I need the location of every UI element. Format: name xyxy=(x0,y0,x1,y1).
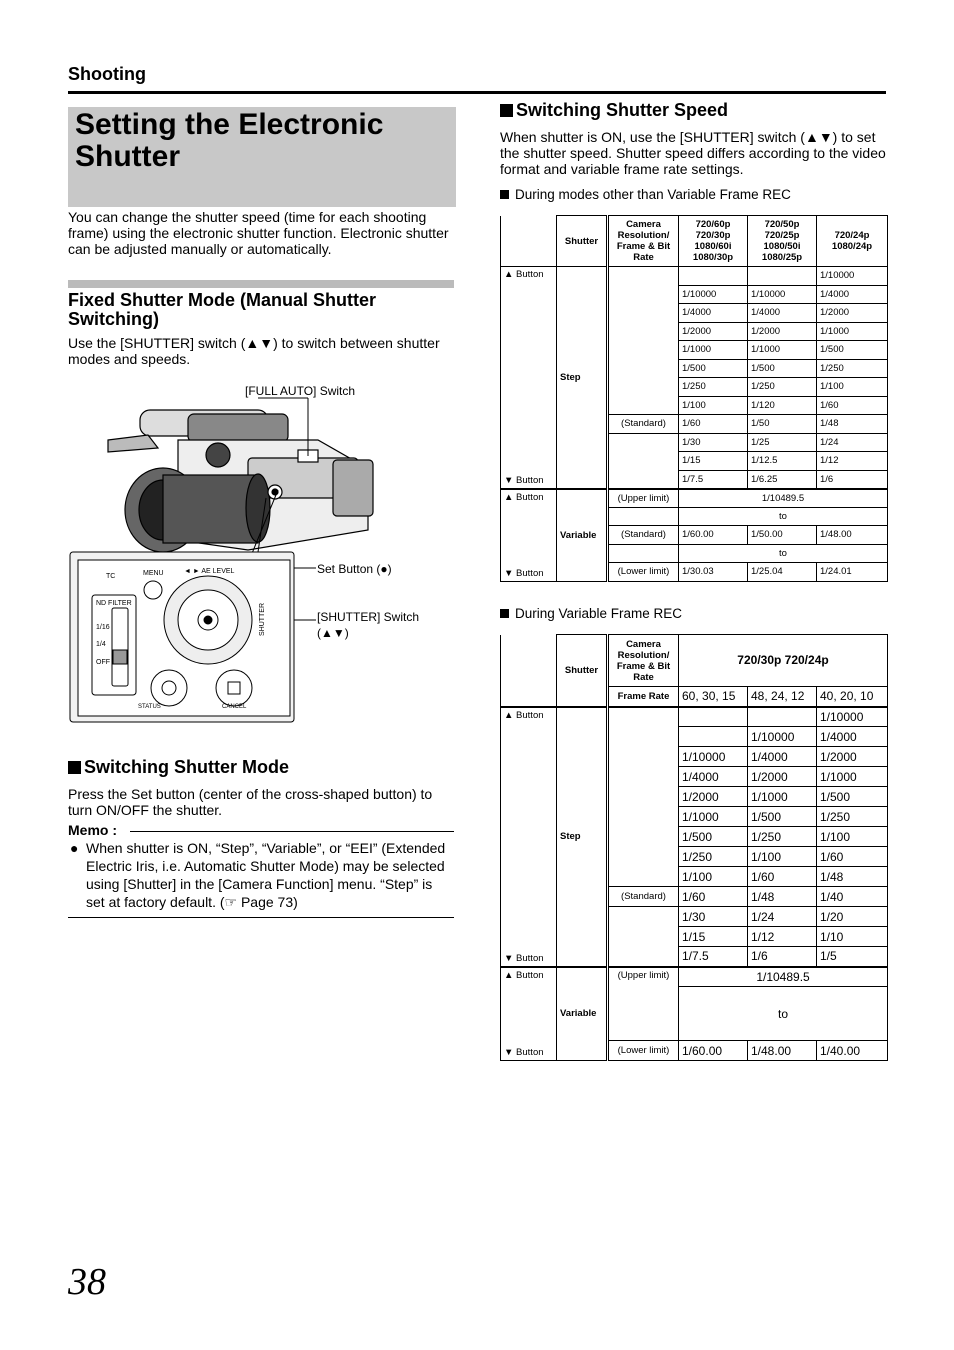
table-header: Camera Resolution/ Frame & Bit Rate xyxy=(608,635,679,687)
camera-illustration xyxy=(68,380,458,725)
table-cell: 1/24.01 xyxy=(817,563,888,582)
table-header: Shutter xyxy=(557,635,608,707)
table-cell: 1/7.5 xyxy=(679,947,748,967)
table-cell: 1/60 xyxy=(748,867,817,887)
callout-full-auto: [FULL AUTO] Switch xyxy=(245,384,356,398)
table1-caption: During modes other than Variable Frame REC xyxy=(500,187,791,202)
table-cell xyxy=(679,707,748,727)
table-cell xyxy=(608,507,679,526)
table-cell: 1/60 xyxy=(679,887,748,907)
table-cell: 1/250 xyxy=(817,359,888,378)
table-cell: 1/250 xyxy=(679,847,748,867)
table-cell: 1/10000 xyxy=(748,285,817,304)
section-label: Shooting xyxy=(68,64,146,84)
table-cell: 1/10489.5 xyxy=(679,967,888,987)
table-cell: 1/500 xyxy=(748,359,817,378)
table-cell xyxy=(501,216,557,267)
table-cell: 1/1000 xyxy=(748,341,817,360)
table-cell: to xyxy=(679,507,888,526)
page-number: 38 xyxy=(68,1261,106,1303)
table-cell: to xyxy=(679,544,888,563)
variable-frame-table xyxy=(500,634,888,1061)
table-cell: 1/30 xyxy=(679,907,748,927)
table-cell: 60, 30, 15 xyxy=(679,687,748,707)
table-row xyxy=(501,707,888,727)
intro-paragraph: You can change the shutter speed (time for each shooting frame) using the electronic shutter function. Electronic shutter can be adjusted manually or automatically. xyxy=(68,209,449,257)
panel-nd-off: OFF xyxy=(96,659,110,666)
memo-rule xyxy=(130,831,454,832)
table-cell: 1/250 xyxy=(817,807,888,827)
table-cell: 1/500 xyxy=(679,827,748,847)
table-cell: 1/6 xyxy=(817,470,888,489)
bullet-icon: ● xyxy=(70,840,79,856)
table-cell: 1/10 xyxy=(817,927,888,947)
lower-limit-label: (Lower limit) xyxy=(608,1041,679,1061)
table-cell: 1/1000 xyxy=(817,767,888,787)
switch-speed-text: When shutter is ON, use the [SHUTTER] switch (▲▼) to set the shutter speed. Shutter speed differs according to the video format and variable frame rate settings. xyxy=(500,129,886,177)
table-cell: 1/60.00 xyxy=(679,1041,748,1061)
table-cell: 1/50.00 xyxy=(748,526,817,545)
table-cell: 1/100 xyxy=(817,378,888,397)
table-cell: 1/48 xyxy=(748,887,817,907)
table-header: 720/50p 720/25p 1080/50i 1080/25p xyxy=(748,216,817,267)
table-cell xyxy=(748,267,817,286)
table-cell: 1/500 xyxy=(817,787,888,807)
table-cell: 1/48 xyxy=(817,867,888,887)
table-cell: 40, 20, 10 xyxy=(817,687,888,707)
table-cell: 1/100 xyxy=(679,396,748,415)
down-button-cell: ▼ Button xyxy=(501,563,557,582)
table-cell: 1/4000 xyxy=(679,767,748,787)
panel-cancel-label: CANCEL xyxy=(222,704,247,710)
table-cell xyxy=(748,707,817,727)
table-row xyxy=(501,267,888,286)
square-bullet-icon xyxy=(500,104,513,117)
square-bullet-icon xyxy=(68,761,81,774)
memo-label: Memo : xyxy=(68,822,117,838)
table-cell: 1/15 xyxy=(679,452,748,471)
table-cell: 1/10000 xyxy=(748,727,817,747)
square-bullet-icon xyxy=(500,609,509,618)
table-cell: 1/15 xyxy=(679,927,748,947)
section-bar xyxy=(68,280,454,288)
table-cell: 1/100 xyxy=(679,867,748,887)
table-cell: 1/30.03 xyxy=(679,563,748,582)
table-cell: 1/120 xyxy=(748,396,817,415)
table-cell: 1/60 xyxy=(817,847,888,867)
table-cell xyxy=(608,433,679,489)
table-cell xyxy=(679,727,748,747)
table-cell: 1/50 xyxy=(748,415,817,434)
up-button-cell: ▲ Button xyxy=(501,489,557,563)
table-cell: 1/24 xyxy=(748,907,817,927)
step-label: Step xyxy=(557,267,608,489)
table-cell: 1/12 xyxy=(748,927,817,947)
callout-shutter-switch: [SHUTTER] Switch xyxy=(317,610,420,624)
table-cell: 1/25 xyxy=(748,433,817,452)
table-cell: 1/1000 xyxy=(817,322,888,341)
table-cell: 1/2000 xyxy=(817,747,888,767)
table-cell: 1/10000 xyxy=(679,285,748,304)
up-button-cell: ▲ Button xyxy=(501,967,557,1041)
table-cell: 1/60 xyxy=(679,415,748,434)
table-cell: 1/100 xyxy=(817,827,888,847)
square-bullet-icon xyxy=(500,190,509,199)
table-cell xyxy=(501,635,557,707)
table-cell: 1/60.00 xyxy=(679,526,748,545)
table-header: 720/60p 720/30p 1080/60i 1080/30p xyxy=(679,216,748,267)
down-button-cell: ▼ Button xyxy=(501,1041,557,1061)
table-cell: 1/4000 xyxy=(748,747,817,767)
switch-mode-text: Press the Set button (center of the cross-shaped button) to turn ON/OFF the shutter. xyxy=(68,786,433,818)
table-cell: 1/12 xyxy=(817,452,888,471)
table-row xyxy=(501,967,888,987)
table-cell: 1/2000 xyxy=(817,304,888,323)
table-cell xyxy=(679,267,748,286)
panel-nd-14: 1/4 xyxy=(96,641,106,648)
table-header: Camera Resolution/ Frame & Bit Rate xyxy=(608,216,679,267)
header-rule xyxy=(68,91,886,94)
standard-label: (Standard) xyxy=(608,887,679,907)
table-cell: 1/30 xyxy=(679,433,748,452)
table-cell: 1/7.5 xyxy=(679,470,748,489)
down-button-cell: ▼ Button xyxy=(501,887,557,967)
table-cell: 1/40.00 xyxy=(817,1041,888,1061)
table-cell: 1/2000 xyxy=(679,787,748,807)
table-cell: 1/5 xyxy=(817,947,888,967)
panel-shutter-label: SHUTTER xyxy=(259,602,267,637)
panel-ae-label: ◄ ► AE LEVEL xyxy=(184,568,235,575)
callout-set-button: Set Button (●) xyxy=(317,562,392,576)
table-cell: 1/2000 xyxy=(748,767,817,787)
standard-label: (Standard) xyxy=(608,526,679,545)
table-cell: 1/4000 xyxy=(748,304,817,323)
table-cell: 1/6.25 xyxy=(748,470,817,489)
table-cell xyxy=(608,267,679,415)
panel-nd-label: ND FILTER xyxy=(96,600,132,607)
table-cell: 1/6 xyxy=(748,947,817,967)
table-cell: 1/60 xyxy=(817,396,888,415)
table-cell: 1/250 xyxy=(679,378,748,397)
table-header: Frame Rate xyxy=(608,687,679,707)
callout-shutter-arrows: (▲▼) xyxy=(317,626,349,640)
panel-status-label: STATUS xyxy=(138,704,161,710)
table-cell: 1/250 xyxy=(748,827,817,847)
table-cell: 1/10000 xyxy=(817,707,888,727)
table-cell: 1/2000 xyxy=(748,322,817,341)
table-cell: 1/20 xyxy=(817,907,888,927)
upper-limit-label: (Upper limit) xyxy=(608,489,679,508)
variable-label: Variable xyxy=(557,967,608,1061)
table-cell xyxy=(608,707,679,887)
table-cell: 1/48.00 xyxy=(817,526,888,545)
table2-caption: During Variable Frame REC xyxy=(500,606,682,621)
table-cell: 1/2000 xyxy=(679,322,748,341)
fixed-mode-text: Use the [SHUTTER] switch (▲▼) to switch between shutter modes and speeds. xyxy=(68,335,440,367)
down-button-cell: ▼ Button xyxy=(501,415,557,489)
table-cell: 1/1000 xyxy=(748,787,817,807)
table-cell: 1/12.5 xyxy=(748,452,817,471)
table-cell: 1/1000 xyxy=(679,807,748,827)
table-cell: 1/10489.5 xyxy=(679,489,888,508)
table-header: Shutter xyxy=(557,216,608,267)
table-row xyxy=(501,489,888,508)
table-cell: 1/40 xyxy=(817,887,888,907)
table-cell: to xyxy=(679,987,888,1041)
table-cell: 1/4000 xyxy=(817,727,888,747)
standard-label: (Standard) xyxy=(608,415,679,434)
table-header: 720/24p 1080/24p xyxy=(817,216,888,267)
table-cell: 1/500 xyxy=(679,359,748,378)
table-cell: 1/48 xyxy=(817,415,888,434)
memo-text: When shutter is ON, “Step”, “Variable”, or “EEI” (Extended Electric Iris, i.e. Automatic Shutter Mode) may be selected using [Shutter] in the [Camera Function] menu. “Step” is set at factory default. (☞ Page 73) xyxy=(86,840,446,910)
table-cell: 1/10000 xyxy=(817,267,888,286)
panel-tc-label: TC xyxy=(106,573,116,580)
table-cell: 1/24 xyxy=(817,433,888,452)
fixed-mode-heading: Fixed Shutter Mode (Manual Shutter Switching) xyxy=(68,290,377,329)
switch-speed-heading: Switching Shutter Speed xyxy=(500,100,728,121)
lower-limit-label: (Lower limit) xyxy=(608,563,679,582)
table-cell: 48, 24, 12 xyxy=(748,687,817,707)
up-button-cell: ▲ Button xyxy=(501,267,557,415)
panel-menu-label: MENU xyxy=(143,570,164,577)
table-header: 720/30p 720/24p xyxy=(679,635,888,687)
memo-bottom-rule xyxy=(68,917,454,918)
table-cell: 1/4000 xyxy=(817,285,888,304)
upper-limit-label: (Upper limit) xyxy=(608,967,679,1041)
step-label: Step xyxy=(557,707,608,967)
table-cell: 1/10000 xyxy=(679,747,748,767)
table-cell: 1/500 xyxy=(817,341,888,360)
memo-note xyxy=(68,839,454,911)
switch-mode-heading: Switching Shutter Mode xyxy=(68,757,289,778)
shutter-speed-table xyxy=(500,215,888,582)
page-title: Setting the Electronic Shutter xyxy=(75,108,384,173)
variable-label: Variable xyxy=(557,489,608,582)
title-box xyxy=(68,107,456,207)
table-cell: 1/48.00 xyxy=(748,1041,817,1061)
table-cell xyxy=(608,907,679,967)
table-cell: 1/500 xyxy=(748,807,817,827)
table-cell: 1/250 xyxy=(748,378,817,397)
up-button-cell: ▲ Button xyxy=(501,707,557,887)
panel-nd-116: 1/16 xyxy=(96,624,110,631)
table-cell: 1/4000 xyxy=(679,304,748,323)
table-cell: 1/1000 xyxy=(679,341,748,360)
table-cell: 1/25.04 xyxy=(748,563,817,582)
table-cell: 1/100 xyxy=(748,847,817,867)
camera-figure xyxy=(68,380,458,725)
table-cell xyxy=(608,544,679,563)
